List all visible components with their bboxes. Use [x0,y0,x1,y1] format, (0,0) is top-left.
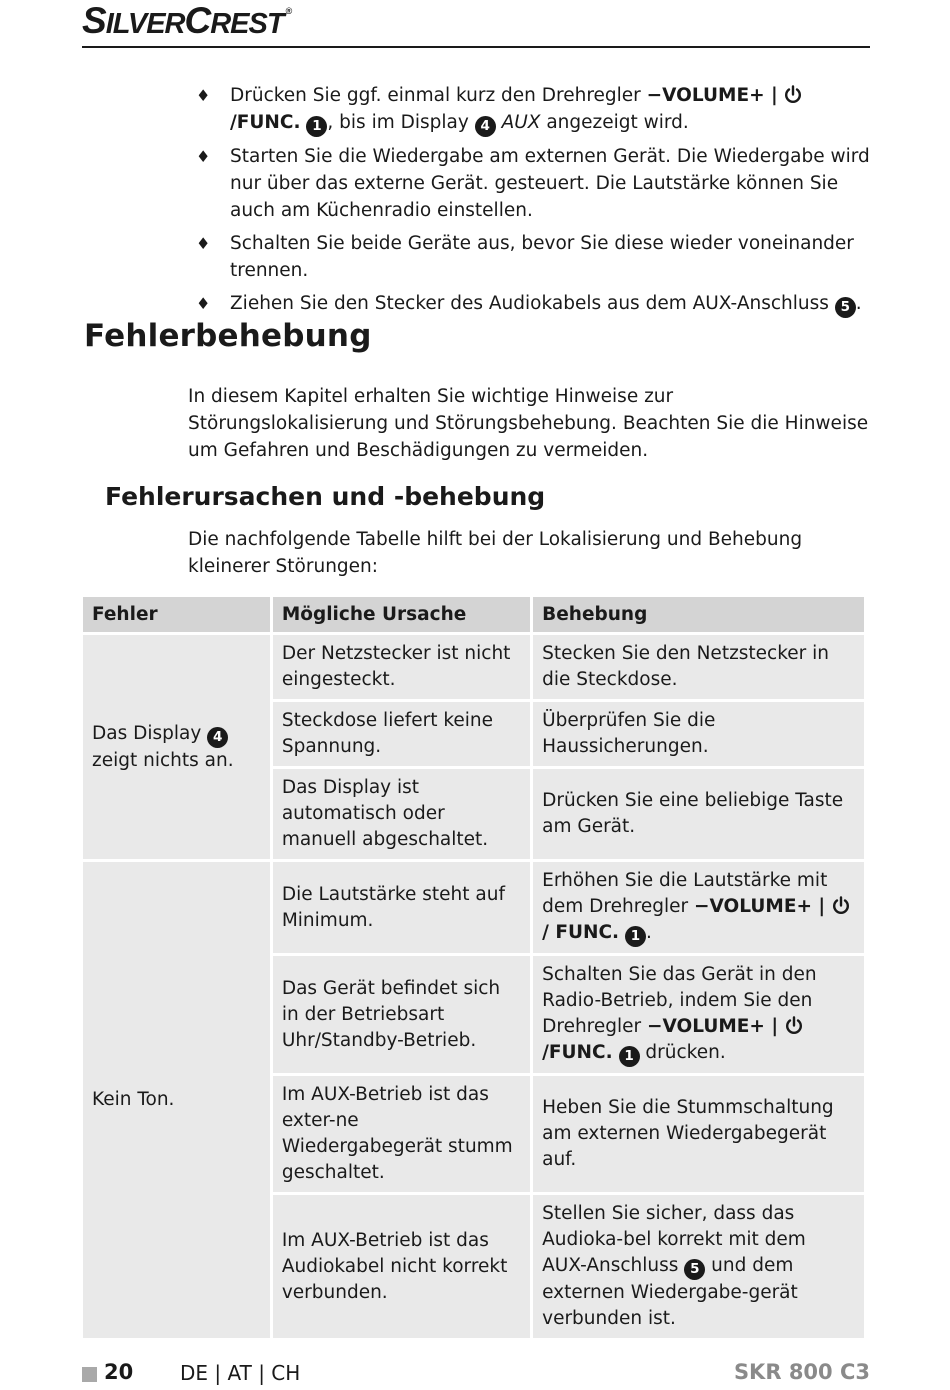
table-row [83,635,864,699]
cause-cell: Im AUX-Betrieb ist das exter-ne Wiedergabegerät stumm geschaltet. [273,1076,530,1192]
callout-number: 1 [306,116,327,137]
fix-cell: Drücken Sie eine beliebige Taste am Gerät. [533,769,864,859]
callout-number: 1 [625,926,646,947]
callout-number: 1 [619,1046,640,1067]
table-row [83,862,864,953]
list-item: ♦ Drücken Sie ggf. einmal kurz den Drehregler −VOLUME+ | /FUNC. 1 , bis im Display 4 AUX angezeigt wird. [196,82,876,137]
fix-cell: Heben Sie die Stummschaltung am externen Wiedergabegerät auf. [533,1076,864,1192]
diamond-icon: ♦ [196,147,211,166]
page-number: 20 [104,1360,134,1384]
troubleshooting-table [80,594,867,1341]
fix-cell: Erhöhen Sie die Lautstärke mit dem Drehregler −VOLUME+ | / FUNC. 1 . [533,862,864,953]
list-item: ♦ Schalten Sie beide Geräte aus, bevor Sie diese wieder voneinander trennen. [196,230,876,284]
fix-cell: Schalten Sie das Gerät in den Radio-Betrieb, indem Sie den Drehregler −VOLUME+ | /FUNC. 1 drücken. [533,956,864,1073]
cause-cell: Der Netzstecker ist nicht eingesteckt. [273,635,530,699]
fix-cell: Überprüfen Sie die Haussicherungen. [533,702,864,766]
column-header: Behebung [533,597,864,632]
section-title: Fehlerbehebung [84,318,372,354]
power-icon [784,85,802,104]
diamond-icon: ♦ [196,294,211,313]
column-header: Mögliche Ursache [273,597,530,632]
model-number: SKR 800 C3 [733,1360,870,1384]
callout-number: 4 [207,727,228,748]
subsection-intro: Die nachfolgende Tabelle hilft bei der Lokalisierung und Behebung kleinerer Störungen: [188,529,803,577]
fix-cell: Stellen Sie sicher, dass das Audioka-bel korrekt mit dem AUX-Anschluss 5 und dem externen Wiedergabe-gerät verbunden ist. [533,1195,864,1338]
subsection-title: Fehlerursachen und -behebung [105,482,546,511]
fault-cell: Das Display 4 zeigt nichts an. [83,635,270,859]
page-marker-icon [82,1367,97,1382]
column-header: Fehler [83,597,270,632]
list-item: ♦ Starten Sie die Wiedergabe am externen Gerät. Die Wiedergabe wird nur über das externe Gerät. gesteuert. Die Lautstärke können Sie auch am Küchenradio einstellen. [196,143,876,224]
instruction-list [196,82,876,324]
callout-number: 4 [475,116,496,137]
fix-cell: Stecken Sie den Netzstecker in die Steckdose. [533,635,864,699]
cause-cell: Im AUX-Betrieb ist das Audiokabel nicht korrekt verbunden. [273,1195,530,1338]
power-icon [832,896,850,915]
callout-number: 5 [684,1259,705,1280]
power-icon [785,1016,803,1035]
cause-cell: Steckdose liefert keine Spannung. [273,702,530,766]
fault-cell: Kein Ton. [83,862,270,1338]
language-codes: DE | AT | CH [180,1361,301,1385]
brand-logo: SILVERCREST ® [82,0,292,41]
list-item: ♦ Ziehen Sie den Stecker des Audiokabels aus dem AUX-Anschluss 5 . [196,290,876,318]
cause-cell: Das Gerät befindet sich in der Betriebsart Uhr/Standby-Betrieb. [273,956,530,1073]
diamond-icon: ♦ [196,234,211,253]
cause-cell: Das Display ist automatisch oder manuell abgeschaltet. [273,769,530,859]
diamond-icon: ♦ [196,86,211,105]
table-header-row [83,597,864,632]
section-intro: In diesem Kapitel erhalten Sie wichtige Hinweise zur Störungslokalisierung und Störungsbehebung. Beachten Sie die Hinweise um Gefahren und Beschädigungen zu vermeiden. [188,386,869,461]
header-rule [82,46,870,48]
callout-number: 5 [835,297,856,318]
cause-cell: Die Lautstärke steht auf Minimum. [273,862,530,953]
